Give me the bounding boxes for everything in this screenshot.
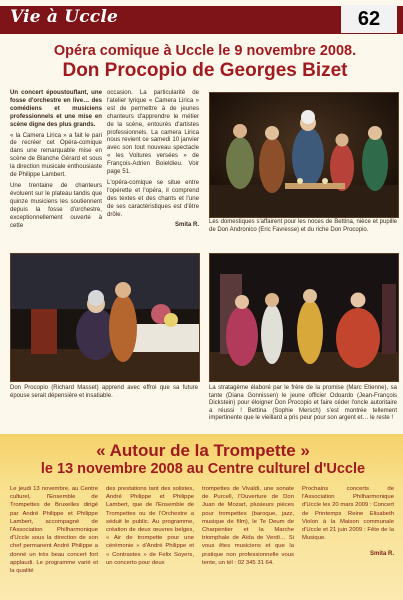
- article-paragraph: « la Camera Lirica » a fait le pari de recréer cet Opéra-comique dans une remarquable mise en scène de Blanche Gérard et sous la direction musicale enthousiaste de Philippe Lambert.: [10, 131, 102, 179]
- bottom-paragraph: des prestations tant des solistes, André Philippe et Philippe Lambert, que de l'Ensemble de Trompettes ou de l'Orchestre a séduit le public. Au programme, création de deux œuvres belges, « Air de trompette pour une cérémonie » d'André Philippe et « Contrastes » de Felix Soyers, un concerto pour deux: [106, 486, 194, 566]
- photo-1-caption: Les domestiques s'affairent pour les noces de Bettina, nièce et pupille de Don Andronico (Eric Favresse) et du riche Don Procopio.: [209, 219, 397, 233]
- article-signature: Smita R.: [174, 221, 199, 228]
- bottom-signature: Smita R.: [369, 551, 394, 558]
- article-column-1: [10, 89, 102, 232]
- photo-2-caption: Don Procopio (Richard Masset) apprend avec effroi que sa future épouse serait dépensière et insatiable.: [10, 385, 198, 399]
- bottom-column-4: [302, 485, 394, 559]
- section-title: Vie à Uccle: [10, 7, 119, 27]
- bottom-column-2: [106, 485, 194, 567]
- bottom-paragraph: Le jeudi 13 novembre, au Centre culturel, l'Ensemble de Trompettes de Bruxelles dirigé par André Philippe et Philippe Lambert, accompagné de l'Association Philharmonique d'Uccle sous la direction de son chef permanent André Philippe a donné un très beau concert fort applaudi. Le programme varié et la qualité: [10, 486, 98, 575]
- bottom-article-subtitle: le 13 novembre 2008 au Centre culturel d'Uccle: [40, 461, 366, 477]
- page-number: 62: [357, 8, 381, 30]
- article-paragraph: L'opéra-comique se situe entre l'opérette et l'opéra, il comprend des textes et des chants et l'une de ses caractéristiques est d'être drôle.: [107, 178, 199, 218]
- article-paragraph: occasion. La particularité de l'atelier lyrique « Camera Lirica » est de permettre à de jeunes chanteurs d'apprendre le métier de la scène, entourés d'artistes professionnels. La camera Lirica nous revient ce samedi 10 janvier avec son tout nouveau spectacle « les Voitures versées » de François-Adrien Boieldieu. Voir page 51.: [107, 89, 199, 176]
- stage-scene-illustration: [210, 254, 398, 381]
- photo-don-procopio: [10, 253, 200, 382]
- photo-3-caption: La stratagème élaboré par le frère de la promise (Marc Etienne), sa tante (Diana Gonnissen) le jeune officier Odoardo (Jean-François Dickstein) pour éloigner Don Procopio et faire céder l'oncle autoritaire a réussi ! Bettina (Sophie Mersch) s'est montrée tellement impertinente que le vieillard a pris peur pour son argent et… le reste !: [209, 385, 397, 422]
- article-column-2: [107, 89, 199, 229]
- article-lead: Un concert époustouflant, une fosse d'orchestre en live… des comédiens et musiciens professionnels et une mise en scène digne des plus grands.: [10, 89, 102, 128]
- bottom-paragraph: Prochains concerts de l'Association Philharmonique d'Uccle les 20 mars 2009 : Concert de Printemps Reine Elisabeth Violon à la Maison communale d'Uccle et 21 juin 2009 : Fête de la Musique.: [302, 486, 394, 542]
- headline-line-1: Opéra comique à Uccle le 9 novembre 2008.: [53, 43, 357, 59]
- bottom-article-title: « Autour de la Trompette »: [96, 441, 310, 460]
- photo-servants-wedding: [209, 92, 399, 218]
- photo-stratagem: [209, 253, 399, 382]
- article-paragraph: Une trentaine de chanteurs évoluent sur le plateau tandis que quinze musiciens les soutiennent depuis la fosse d'orchestre, exceptionnellement ouverte à cette: [10, 181, 102, 229]
- bottom-paragraph: trompettes de Vivaldi, une sonate de Purcell, l'Ouverture de Don Juan de Mozart, plusieurs pièces pour trompettes (baroque, jazz, musique de film), le Te Deum de Charpentier et la Marche triomphale de Aïda de Verdi… Si vous êtes musiciens et que la pratique non professionnelle vous tente, un tél : 02 345 31 64.: [202, 486, 294, 566]
- stage-scene-illustration: [210, 93, 398, 217]
- headline-line-2: Don Procopio de Georges Bizet: [62, 60, 348, 81]
- stage-scene-illustration: [11, 254, 199, 381]
- bottom-column-3: [202, 485, 294, 567]
- bottom-column-1: [10, 485, 98, 575]
